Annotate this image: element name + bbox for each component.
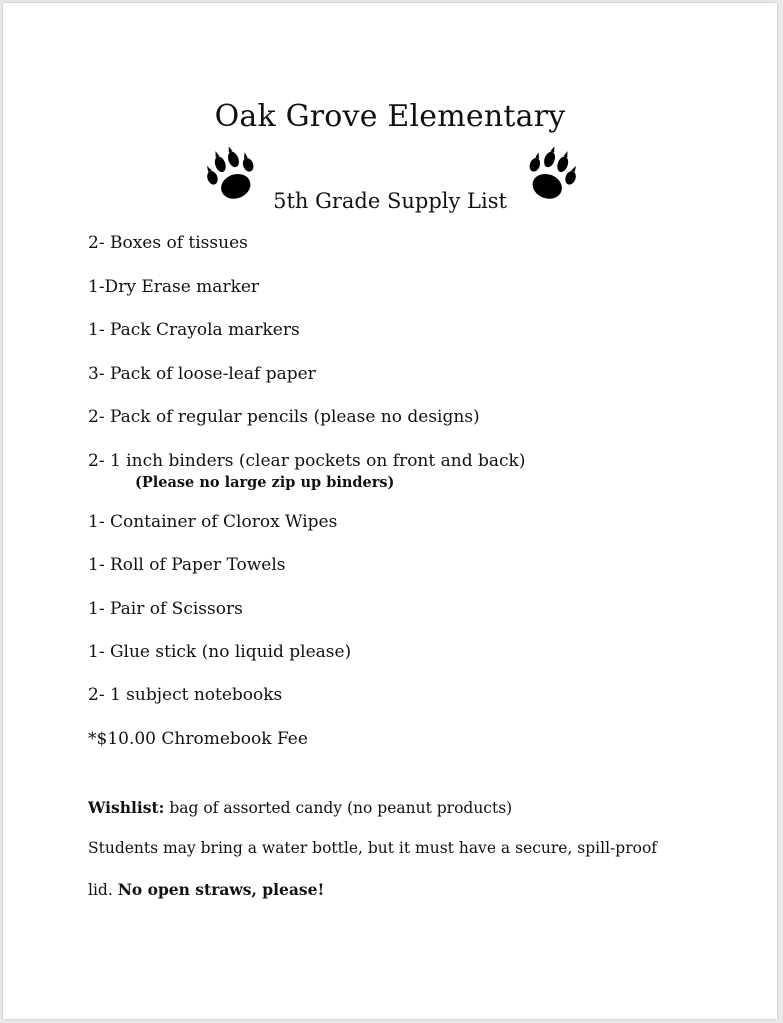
wishlist-text: bag of assorted candy (no peanut products) [164,799,513,817]
supply-item: 1- Container of Clorox Wipes [88,512,338,532]
supply-item: 2- Boxes of tissues [88,233,248,253]
water-bottle-line-2 [88,880,324,899]
supply-item: 2- 1 subject notebooks [88,685,283,705]
supply-item: 1-Dry Erase marker [88,277,260,297]
document-page [3,3,777,1019]
page-title: Oak Grove Elementary [214,99,566,134]
supply-item: 1- Pack Crayola markers [88,320,300,340]
page-subtitle: 5th Grade Supply List [273,189,507,213]
wishlist-label: Wishlist: [88,798,165,817]
supply-item: 2- 1 inch binders (clear pockets on front and back) [88,451,526,471]
supply-item: 1- Pair of Scissors [88,599,243,619]
supply-item: *$10.00 Chromebook Fee [88,729,308,749]
supply-item: 3- Pack of loose-leaf paper [88,364,316,384]
wishlist-line [88,798,512,817]
binder-note: (Please no large zip up binders) [135,474,395,491]
supply-item: 1- Glue stick (no liquid please) [88,642,352,662]
supply-item: 1- Roll of Paper Towels [88,555,286,575]
supply-item: 2- Pack of regular pencils (please no designs) [88,407,480,427]
water-bottle-line-1: Students may bring a water bottle, but it must have a secure, spill-proof [88,839,658,857]
water-bottle-text: lid. [88,881,118,899]
no-straws-note: No open straws, please! [117,880,325,899]
